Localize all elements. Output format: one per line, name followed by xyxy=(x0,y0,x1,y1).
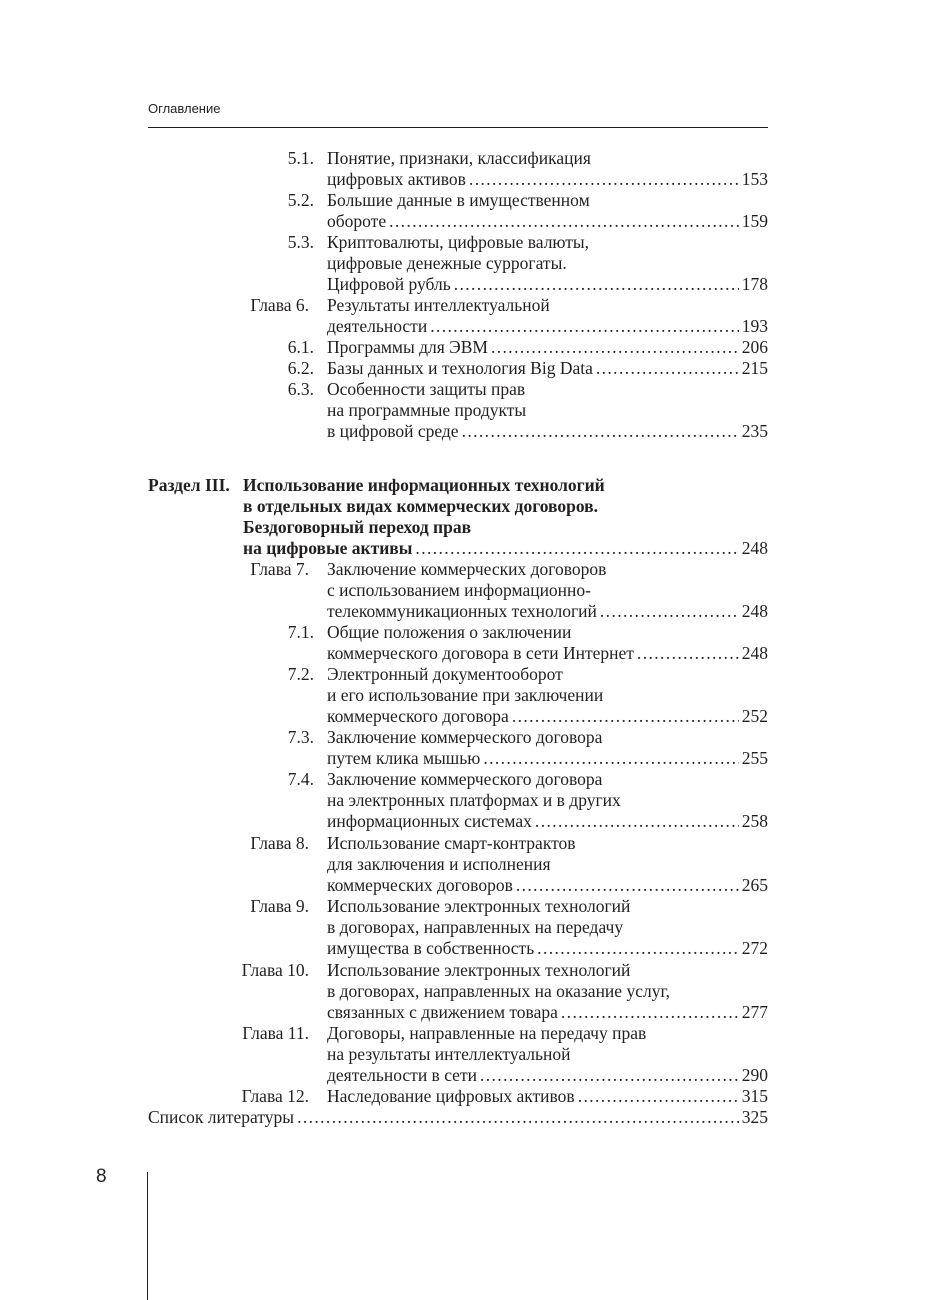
toc-title-line: Заключение коммерческого договора xyxy=(327,768,603,789)
toc-title-last-line: Цифровой рубль xyxy=(327,274,451,294)
toc-part-label: Раздел III. xyxy=(148,474,230,495)
toc-title-line: Заключение коммерческих договоров xyxy=(327,558,607,579)
toc-chapter-number: Глава 10. xyxy=(241,959,309,980)
toc-title-last-line: связанных с движением товара xyxy=(327,1001,558,1022)
toc-entry-leader xyxy=(327,421,768,442)
toc-page-number: 258 xyxy=(741,810,768,831)
toc-page-number: 248 xyxy=(741,600,768,621)
toc-entry-leader xyxy=(327,811,768,832)
leader-dots xyxy=(600,601,739,622)
toc-title-last-line: коммерческого договора xyxy=(327,705,509,726)
toc-page-number: 325 xyxy=(741,1106,768,1127)
toc-title-last-line: деятельности xyxy=(327,316,428,336)
leader-dots xyxy=(297,1107,739,1128)
toc-title-last-line: телекоммуникационных технологий xyxy=(327,600,597,621)
toc-title-line: Использование информационных технологий xyxy=(243,474,605,495)
toc-title-line: Использование смарт-контрактов xyxy=(327,832,576,853)
toc-entry-leader xyxy=(327,643,768,664)
toc-entry-leader xyxy=(243,538,768,559)
toc-section-number: 7.2. xyxy=(287,663,314,684)
toc-page-number: 255 xyxy=(741,747,768,768)
toc-entry-leader xyxy=(327,211,768,232)
leader-dots xyxy=(462,421,739,442)
toc-title-line: Заключение коммерческого договора xyxy=(327,726,603,747)
toc-entry-leader xyxy=(148,1107,768,1128)
toc-title-line: Бездоговорный переход прав xyxy=(243,516,472,537)
toc-entry-leader xyxy=(327,875,768,896)
leader-dots xyxy=(480,1065,739,1086)
toc-title-last-line: цифровых активов xyxy=(327,169,466,189)
toc-title-line: Результаты интеллектуальной xyxy=(327,295,550,315)
toc-title-last-line: Список литературы xyxy=(148,1106,295,1127)
toc-section-number: 6.1. xyxy=(287,337,314,357)
leader-dots xyxy=(469,169,739,190)
toc-title-line: и его использование при заключении xyxy=(327,684,604,705)
toc-title-line: на программные продукты xyxy=(327,400,527,420)
leader-dots xyxy=(415,538,738,559)
leader-dots xyxy=(516,875,739,896)
toc-entry-leader xyxy=(327,169,768,190)
toc-entry-leader xyxy=(327,1086,768,1107)
leader-dots xyxy=(512,706,739,727)
toc-entry-leader xyxy=(327,316,768,337)
toc-page-number: 159 xyxy=(741,211,768,231)
toc-page-number: 290 xyxy=(741,1064,768,1085)
toc-title-last-line: имущества в собственность xyxy=(327,937,535,958)
toc-page-number: 235 xyxy=(741,421,768,441)
toc-page-number: 178 xyxy=(741,274,768,294)
toc-page-number: 248 xyxy=(741,537,768,558)
toc-section-number: 5.1. xyxy=(287,148,314,168)
toc-title-last-line: Базы данных и технология Big Data xyxy=(327,358,593,378)
toc-page-number: 272 xyxy=(741,937,768,958)
toc-chapter-number: Глава 12. xyxy=(241,1085,309,1106)
toc-title-last-line: Программы для ЭВМ xyxy=(327,337,488,357)
toc-title-last-line: обороте xyxy=(327,211,387,231)
toc-section-number: 7.1. xyxy=(287,621,314,642)
toc-page-number: 265 xyxy=(741,874,768,895)
toc-title-line: для заключения и исполнения xyxy=(327,853,551,874)
toc-page-number: 153 xyxy=(741,169,768,189)
running-head: Оглавление xyxy=(148,101,221,116)
toc-title-line: Понятие, признаки, классификация xyxy=(327,148,591,168)
toc-entry-leader xyxy=(327,337,768,358)
toc-entry-leader xyxy=(327,1002,768,1023)
toc-chapter-number: Глава 9. xyxy=(250,895,309,916)
leader-dots xyxy=(483,748,738,769)
toc-title-last-line: в цифровой среде xyxy=(327,421,459,441)
leader-dots xyxy=(454,274,739,295)
toc-title-last-line: коммерческих договоров xyxy=(327,874,513,895)
toc-title-line: Использование электронных технологий xyxy=(327,895,631,916)
toc-title-last-line: информационных системах xyxy=(327,810,532,831)
toc-chapter-number: Глава 11. xyxy=(242,1022,309,1043)
toc-title-last-line: на цифровые активы xyxy=(243,537,413,558)
toc-page-number: 252 xyxy=(741,705,768,726)
toc-title-line: в отдельных видах коммерческих договоров. xyxy=(243,495,598,516)
leader-dots xyxy=(561,1002,739,1023)
toc-entry-leader xyxy=(327,706,768,727)
toc-title-line: Общие положения о заключении xyxy=(327,621,572,642)
toc-title-line: Большие данные в имущественном xyxy=(327,190,590,210)
footer-rule xyxy=(147,1172,148,1300)
toc-page-number: 215 xyxy=(741,358,768,378)
leader-dots xyxy=(578,1086,739,1107)
toc-title-line: в договорах, направленных на передачу xyxy=(327,916,624,937)
leader-dots xyxy=(537,938,739,959)
toc-title-line: на электронных платформах и в других xyxy=(327,789,621,810)
toc-entry-leader xyxy=(327,1065,768,1086)
toc-section-number: 7.4. xyxy=(287,768,314,789)
toc-title-line: цифровые денежные суррогаты. xyxy=(327,253,567,273)
leader-dots xyxy=(637,643,739,664)
toc-title-line: на результаты интеллектуальной xyxy=(327,1043,571,1064)
toc-title-line: Криптовалюты, цифровые валюты, xyxy=(327,232,590,252)
toc-section-number: 6.3. xyxy=(287,379,314,399)
toc-page-number: 315 xyxy=(741,1085,768,1106)
toc-chapter-number: Глава 7. xyxy=(250,558,309,579)
toc-chapter-number: Глава 6. xyxy=(250,295,309,315)
toc-title-line: в договорах, направленных на оказание услуг, xyxy=(327,980,671,1001)
toc-section-number: 5.3. xyxy=(287,232,314,252)
leader-dots xyxy=(535,811,739,832)
toc-title-line: Использование электронных технологий xyxy=(327,959,631,980)
leader-dots xyxy=(389,211,739,232)
leader-dots xyxy=(430,316,739,337)
toc-title-line: Договоры, направленные на передачу прав xyxy=(327,1022,647,1043)
toc-page-number: 248 xyxy=(741,642,768,663)
toc-page-number: 206 xyxy=(741,337,768,357)
toc-entry-leader xyxy=(327,938,768,959)
toc-title-line: Особенности защиты прав xyxy=(327,379,526,399)
toc-title-last-line: деятельности в сети xyxy=(327,1064,477,1085)
toc-title-last-line: коммерческого договора в сети Интернет xyxy=(327,642,634,663)
toc-title-line: с использованием информационно- xyxy=(327,579,591,600)
toc-page-number: 193 xyxy=(741,316,768,336)
toc-title-last-line: Наследование цифровых активов xyxy=(327,1085,575,1106)
toc-entry-leader xyxy=(327,748,768,769)
toc-section-number: 5.2. xyxy=(287,190,314,210)
toc-section-number: 7.3. xyxy=(287,726,314,747)
toc-section-number: 6.2. xyxy=(287,358,314,378)
toc-page-number: 277 xyxy=(741,1001,768,1022)
toc-title-last-line: путем клика мышью xyxy=(327,747,481,768)
toc-entry-leader xyxy=(327,274,768,295)
page-number: 8 xyxy=(96,1166,107,1187)
leader-dots xyxy=(596,358,739,379)
toc-title-line: Электронный документооборот xyxy=(327,663,563,684)
toc-entry-leader xyxy=(327,601,768,622)
leader-dots xyxy=(491,337,739,358)
toc-entry-leader xyxy=(327,358,768,379)
toc-chapter-number: Глава 8. xyxy=(250,832,309,853)
